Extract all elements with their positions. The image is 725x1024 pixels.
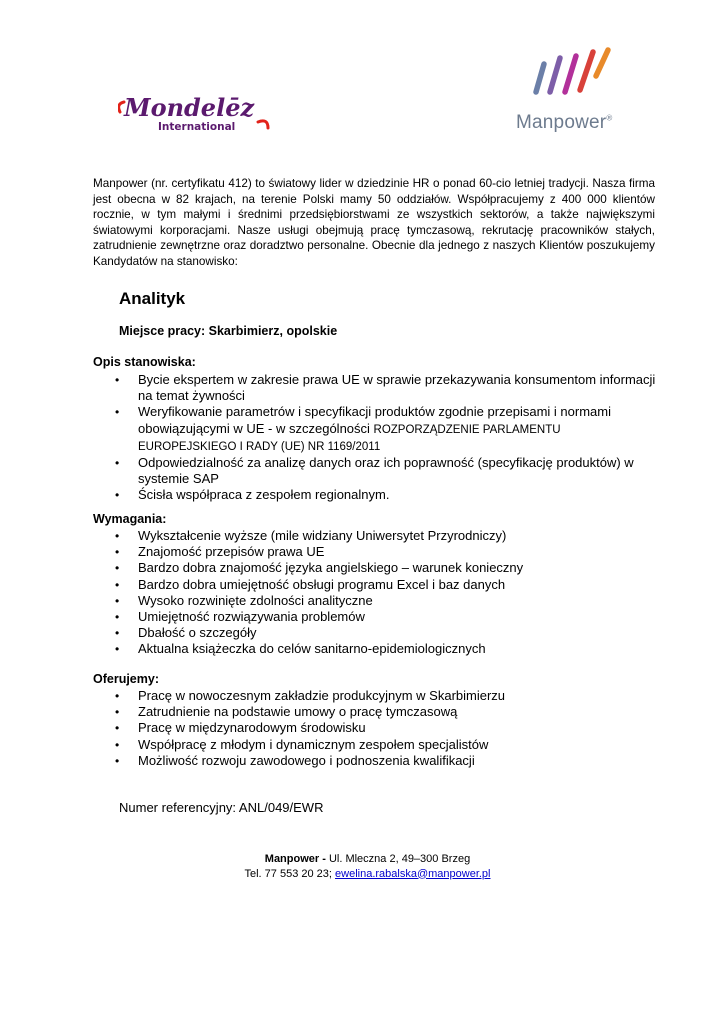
footer-address: Ul. Mleczna 2, 49–300 Brzeg xyxy=(328,853,471,865)
job-location: Miejsce pracy: Skarbimierz, opolskie xyxy=(119,324,338,338)
list-item: • Zatrudnienie na podstawie umowy o pracę tymczasową xyxy=(115,704,458,720)
bullet-icon: • xyxy=(115,737,120,752)
bullet-icon: • xyxy=(115,373,120,387)
manpower-wordmark: Manpower® xyxy=(516,112,613,133)
footer-address-line xyxy=(0,852,725,867)
offer-list xyxy=(93,688,658,769)
requirements-heading: Wymagania: xyxy=(93,512,167,526)
list-item: • Ścisła współpraca z zespołem regionalnym. xyxy=(115,487,390,503)
email-link[interactable]: ewelina.rabalska@manpower.pl xyxy=(335,867,491,880)
bullet-icon: • xyxy=(115,721,120,736)
bullet-icon: • xyxy=(115,488,120,503)
requirements-list xyxy=(93,528,658,658)
bullet-icon: • xyxy=(115,610,120,625)
list-item: • Wysoko rozwinięte zdolności analityczne xyxy=(115,592,373,608)
bullet-icon: • xyxy=(115,561,120,576)
bullet-icon: • xyxy=(115,405,120,420)
list-item: • Odpowiedzialność za analizę danych oraz ich poprawność (specyfikację produktów) w systemie SAP xyxy=(115,455,634,487)
list-item: • Bycie ekspertem w zakresie prawa UE w sprawie przekazywania konsumentom informacji na temat żywności xyxy=(115,372,656,404)
svg-text:International: International xyxy=(158,121,236,133)
list-item: • Pracę w nowoczesnym zakładzie produkcyjnym w Skarbimierzu xyxy=(115,688,506,703)
bullet-icon: • xyxy=(115,593,120,608)
bullet-icon: • xyxy=(115,753,120,768)
reference-number: Numer referencyjny: ANL/049/EWR xyxy=(119,800,324,815)
bullet-icon: • xyxy=(115,705,120,720)
contact-footer xyxy=(0,852,725,881)
bullet-icon: • xyxy=(115,626,120,641)
job-title: Analityk xyxy=(119,289,186,308)
bullet-icon: • xyxy=(115,689,120,703)
footer-company: Manpower - xyxy=(264,853,329,865)
list-item: • Aktualna książeczka do celów sanitarno-epidemiologicznych xyxy=(115,641,486,657)
bullet-icon: • xyxy=(115,577,120,592)
list-item: • Bardzo dobra umiejętność obsługi programu Excel i baz danych xyxy=(115,576,506,592)
mondelez-logo xyxy=(118,92,274,136)
list-item: • Bardzo dobra znajomość języka angielskiego – warunek konieczny xyxy=(115,560,524,576)
list-item: • Dbałość o szczegóły xyxy=(115,625,257,641)
bullet-icon: • xyxy=(115,529,120,543)
list-item: • Umiejętność rozwiązywania problemów xyxy=(115,609,365,625)
bullet-icon: • xyxy=(115,642,120,657)
list-item: • Weryfikowanie parametrów i specyfikacji produktów zgodnie przepisami i normami obowiązującymi w UE - w szczególności ROZPORZĄDZENIE PARLAMENTU EUROPEJSKIEGO I RADY (UE) NR 1169/2011 xyxy=(115,404,612,453)
list-item: • Pracę w międzynarodowym środowisku xyxy=(115,720,366,736)
manpower-logo xyxy=(512,46,622,142)
intro-paragraph: Manpower (nr. certyfikatu 412) to światowy lider w dziedzinie HR o ponad 60-cio letniej tradycji. Nasza firma jest obecna w 82 krajach, na terenie Polski mamy 50 oddziałów. Współpracujemy z 400 000 klientów rocznie, w tym małymi i średnimi przedsiębiorstwami ze wszystkich sektorów, a także największymi światowymi korporacjami. Nasze usługi obejmują pracę tymczasową, rekrutację pracowników stałych, zatrudnienie zewnętrzne oraz doradztwo personalne. Obecnie dla jednego z naszych Klientów poszukujemy Kandydatów na stanowisko: xyxy=(93,177,655,268)
list-item: • Współpracę z młodym i dynamicznym zespołem specjalistów xyxy=(115,736,489,752)
svg-text:Mondelēz: Mondelēz xyxy=(124,93,255,122)
footer-contact-line xyxy=(0,867,725,882)
bullet-icon: • xyxy=(115,545,120,560)
description-heading: Opis stanowiska: xyxy=(93,355,196,369)
footer-phone: Tel. 77 553 20 23; xyxy=(244,867,336,880)
bullet-icon: • xyxy=(115,456,120,471)
list-item: • Znajomość przepisów prawa UE xyxy=(115,544,325,560)
manpower-stripes-icon xyxy=(530,46,620,98)
offer-heading: Oferujemy: xyxy=(93,672,159,686)
list-item: • Wykształcenie wyższe (mile widziany Uniwersytet Przyrodniczy) xyxy=(115,528,507,543)
description-list xyxy=(93,372,658,504)
list-item: • Możliwość rozwoju zawodowego i podnoszenia kwalifikacji xyxy=(115,752,475,768)
